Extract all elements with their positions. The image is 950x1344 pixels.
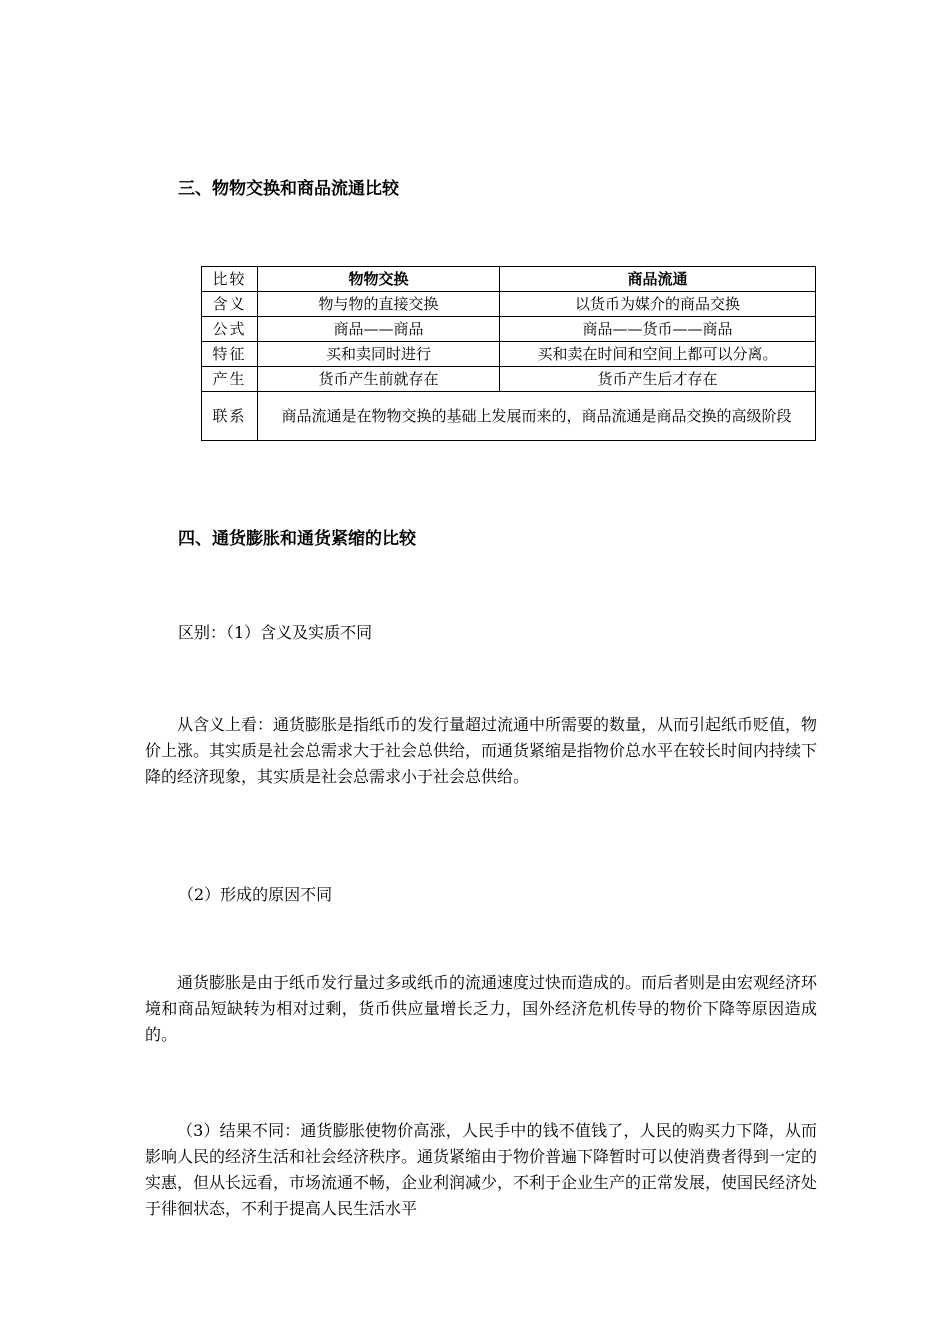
header-barter: 物物交换 bbox=[258, 267, 500, 292]
difference-intro: 区别：（1）含义及实质不同 bbox=[178, 623, 373, 642]
table-header-row bbox=[202, 267, 816, 292]
barter-cell: 货币产生前就存在 bbox=[258, 367, 500, 392]
point-causes: （2）形成的原因不同 bbox=[178, 885, 333, 904]
paragraph-causes: 通货膨胀是由于纸币发行量过多或纸币的流通速度过快而造成的。而后者则是由宏观经济环境和商品短缺转为相对过剩，货币供应量增长乏力，国外经济危机传导的物价下降等原因造成的。 bbox=[145, 973, 818, 1044]
row-label: 产生 bbox=[202, 367, 258, 392]
circulation-cell: 以货币为媒介的商品交换 bbox=[500, 292, 816, 317]
comparison-table bbox=[201, 266, 816, 441]
row-label: 特征 bbox=[202, 342, 258, 367]
barter-cell: 买和卖同时进行 bbox=[258, 342, 500, 367]
paragraph-results: （3）结果不同：通货膨胀使物价高涨，人民手中的钱不值钱了，人民的购买力下降，从而影响人民的经济生活和社会经济秩序。通货紧缩由于物价普遍下降暂时可以使消费者得到一定的实惠，但从长远看，市场流通不畅，企业利润减少，不利于企业生产的正常发展，使国民经济处于徘徊状态，不利于提高人民生活水平 bbox=[145, 1121, 818, 1218]
table-row bbox=[202, 367, 816, 392]
relation-cell: 商品流通是在物物交换的基础上发展而来的，商品流通是商品交换的高级阶段 bbox=[258, 392, 816, 441]
row-label: 公式 bbox=[202, 317, 258, 342]
paragraph-definition: 从含义上看：通货膨胀是指纸币的发行量超过流通中所需要的数量，从而引起纸币贬值，物价上涨。其实质是社会总需求大于社会总供给，而通货紧缩是指物价总水平在较长时间内持续下降的经济现象，其实质是社会总需求小于社会总供给。 bbox=[145, 715, 818, 786]
row-label: 联系 bbox=[202, 392, 258, 441]
barter-cell: 物与物的直接交换 bbox=[258, 292, 500, 317]
table-row bbox=[202, 292, 816, 317]
row-label: 含义 bbox=[202, 292, 258, 317]
circulation-cell: 货币产生后才存在 bbox=[500, 367, 816, 392]
table-row bbox=[202, 317, 816, 342]
section3-title: 三、物物交换和商品流通比较 bbox=[178, 179, 399, 199]
header-circulation: 商品流通 bbox=[500, 267, 816, 292]
header-compare: 比较 bbox=[202, 267, 258, 292]
circulation-cell: 买和卖在时间和空间上都可以分离。 bbox=[500, 342, 816, 367]
table-row bbox=[202, 342, 816, 367]
circulation-cell: 商品——货币——商品 bbox=[500, 317, 816, 342]
table-row-relation bbox=[202, 392, 816, 441]
barter-cell: 商品——商品 bbox=[258, 317, 500, 342]
section4-title: 四、通货膨胀和通货紧缩的比较 bbox=[178, 529, 416, 549]
